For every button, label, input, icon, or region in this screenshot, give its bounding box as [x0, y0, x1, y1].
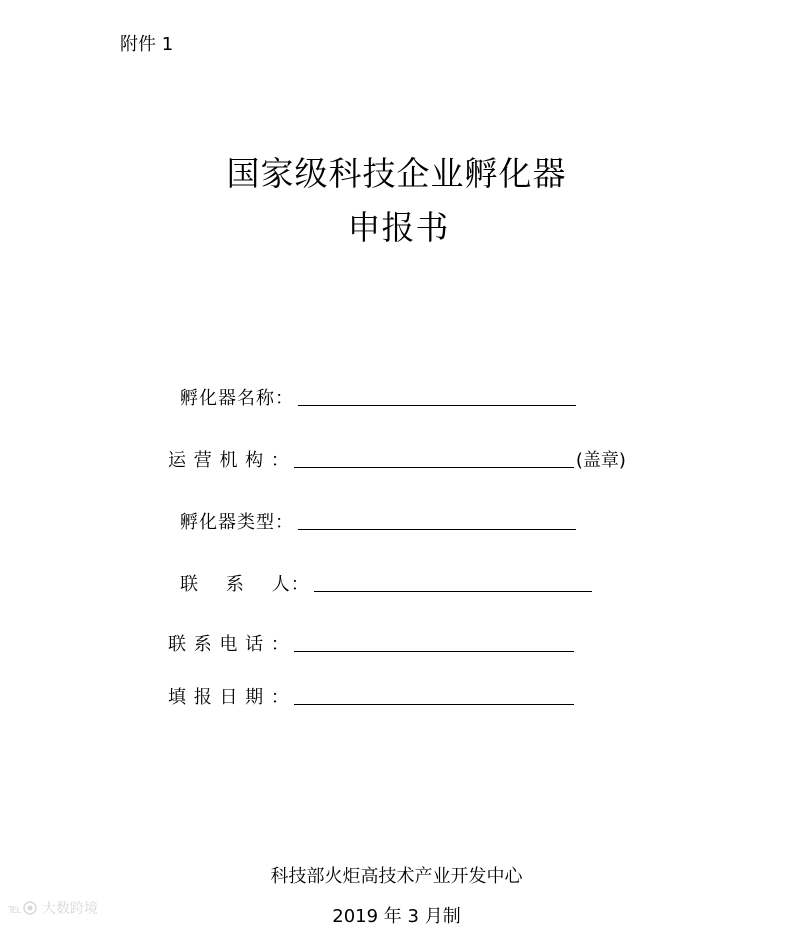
fill-line: [294, 467, 574, 468]
issuer: 科技部火炬高技术产业开发中心: [270, 866, 523, 887]
fill-line: [314, 591, 592, 592]
attachment-label: 附件 1: [120, 34, 174, 55]
fill-line: [294, 704, 574, 705]
field-contact-person: [180, 570, 592, 596]
watermark-text: 大数跨境: [42, 901, 98, 917]
fill-line: [294, 651, 574, 652]
field-fill-date: [168, 683, 574, 709]
issue-date: 2019 年 3 月制: [332, 906, 461, 927]
fill-line: [298, 405, 576, 406]
fill-line: [298, 529, 576, 530]
field-incubator-type: [180, 508, 576, 534]
svg-text:℡: ℡: [8, 902, 22, 917]
field-label: 联 系 电 话 ：: [168, 634, 290, 655]
field-label: 孵化器名称：: [180, 388, 294, 409]
field-label: 孵化器类型：: [180, 512, 294, 533]
watermark: [8, 898, 98, 918]
field-label: 运 营 机 构 ：: [168, 450, 290, 471]
document-subtitle: 申报书: [347, 208, 450, 247]
field-operating-organization: [168, 446, 626, 472]
document-title: 国家级科技企业孵化器: [226, 154, 567, 193]
seal-note: (盖章): [575, 450, 626, 471]
field-incubator-name: [180, 384, 576, 410]
logo-icon: [8, 899, 38, 917]
field-label: 联 系 人：: [180, 574, 310, 595]
field-contact-phone: [168, 630, 574, 656]
field-label: 填 报 日 期 ：: [168, 687, 290, 708]
